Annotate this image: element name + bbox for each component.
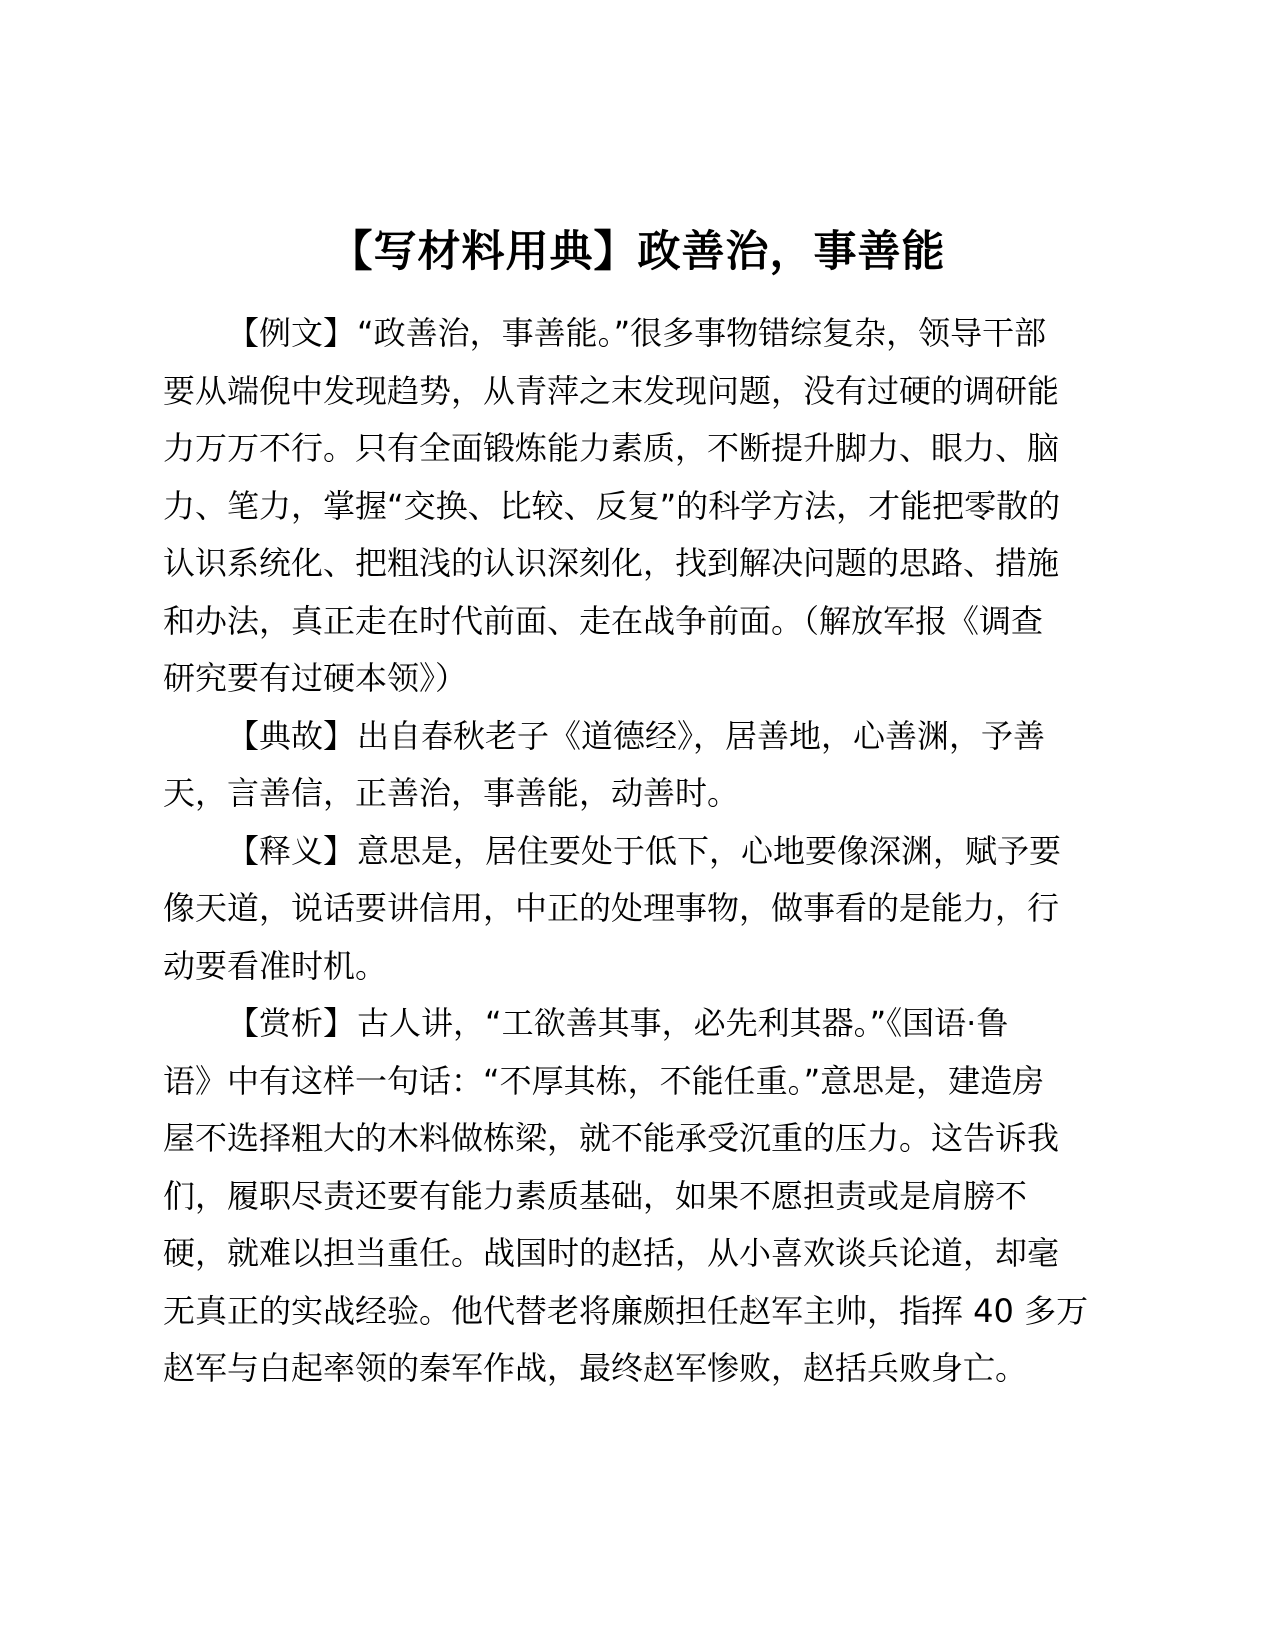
paragraph-line: 认识系统化、把粗浅的认识深刻化，找到解决问题的思路、措施 (163, 544, 1060, 582)
paragraph-line (163, 708, 1123, 766)
paragraph-line: 要从端倪中发现趋势，从青萍之末发现问题，没有过硬的调研能 (163, 371, 1060, 410)
paragraph-line: 力万万不行。只有全面锻炼能力素质，不断提升脚力、眼力、脑 (163, 429, 1060, 467)
document-title: 【写材料用典】政善治，事善能 (329, 227, 946, 277)
document-body (163, 305, 1123, 1398)
paragraph-line: 们，履职尽责还要有能力素质基础，如果不愿担责或是肩膀不 (163, 1176, 1028, 1215)
paragraph-line: 赵军与白起率领的秦军作战，最终赵军惨败，赵括兵败身亡。 (163, 1349, 1028, 1387)
section-tag: 【例文】 (227, 314, 356, 352)
section-tag: 【释义】 (227, 831, 356, 870)
paragraph-line (163, 995, 1123, 1053)
paragraph-line: 天，言善信，正善治，事善能，动善时。 (163, 774, 740, 812)
paragraph-line (163, 823, 1123, 881)
paragraph-line: 像天道，说话要讲信用，中正的处理事物，做事看的是能力，行 (163, 889, 1060, 927)
paragraph-line: 力、笔力，掌握“交换、比较、反复”的科学方法，才能把零散的 (163, 486, 1061, 525)
paragraph-line: 屋不选择粗大的木料做栋梁，就不能承受沉重的压力。这告诉我 (163, 1119, 1060, 1157)
paragraph-line: 无真正的实战经验。他代替老将廉颇担任赵军主帅，指挥 40 多万 (163, 1291, 1089, 1330)
line-text: 古人讲，“工欲善其事，必先利其器。”《国语·鲁 (357, 1004, 1009, 1042)
paragraph-line: 研究要有过硬本领》） (163, 659, 468, 697)
line-text: 出自春秋老子《道德经》，居善地，心善渊，予善 (357, 716, 1046, 755)
line-text: “政善治，事善能。”很多事物错综复杂，领导干部 (357, 314, 1047, 352)
paragraph-line: 动要看准时机。 (163, 946, 388, 985)
line-text: 意思是，居住要处于低下，心地要像深渊，赋予要 (357, 831, 1062, 870)
paragraph-example (163, 305, 1123, 708)
paragraph-line: 硬，就难以担当重任。战国时的赵括，从小喜欢谈兵论道，却毫 (163, 1234, 1060, 1272)
paragraph-line (163, 305, 1123, 363)
section-tag: 【赏析】 (227, 1004, 356, 1042)
section-tag: 【典故】 (227, 716, 356, 755)
paragraph-interpretation (163, 823, 1123, 996)
paragraph-line: 和办法，真正走在时代前面、走在战争前面。（解放军报《调查 (163, 601, 1044, 640)
paragraph-allusion (163, 708, 1123, 823)
paragraph-line: 语》中有这样一句话：“不厚其栋，不能任重。”意思是，建造房 (163, 1061, 1045, 1100)
paragraph-appreciation (163, 995, 1123, 1398)
